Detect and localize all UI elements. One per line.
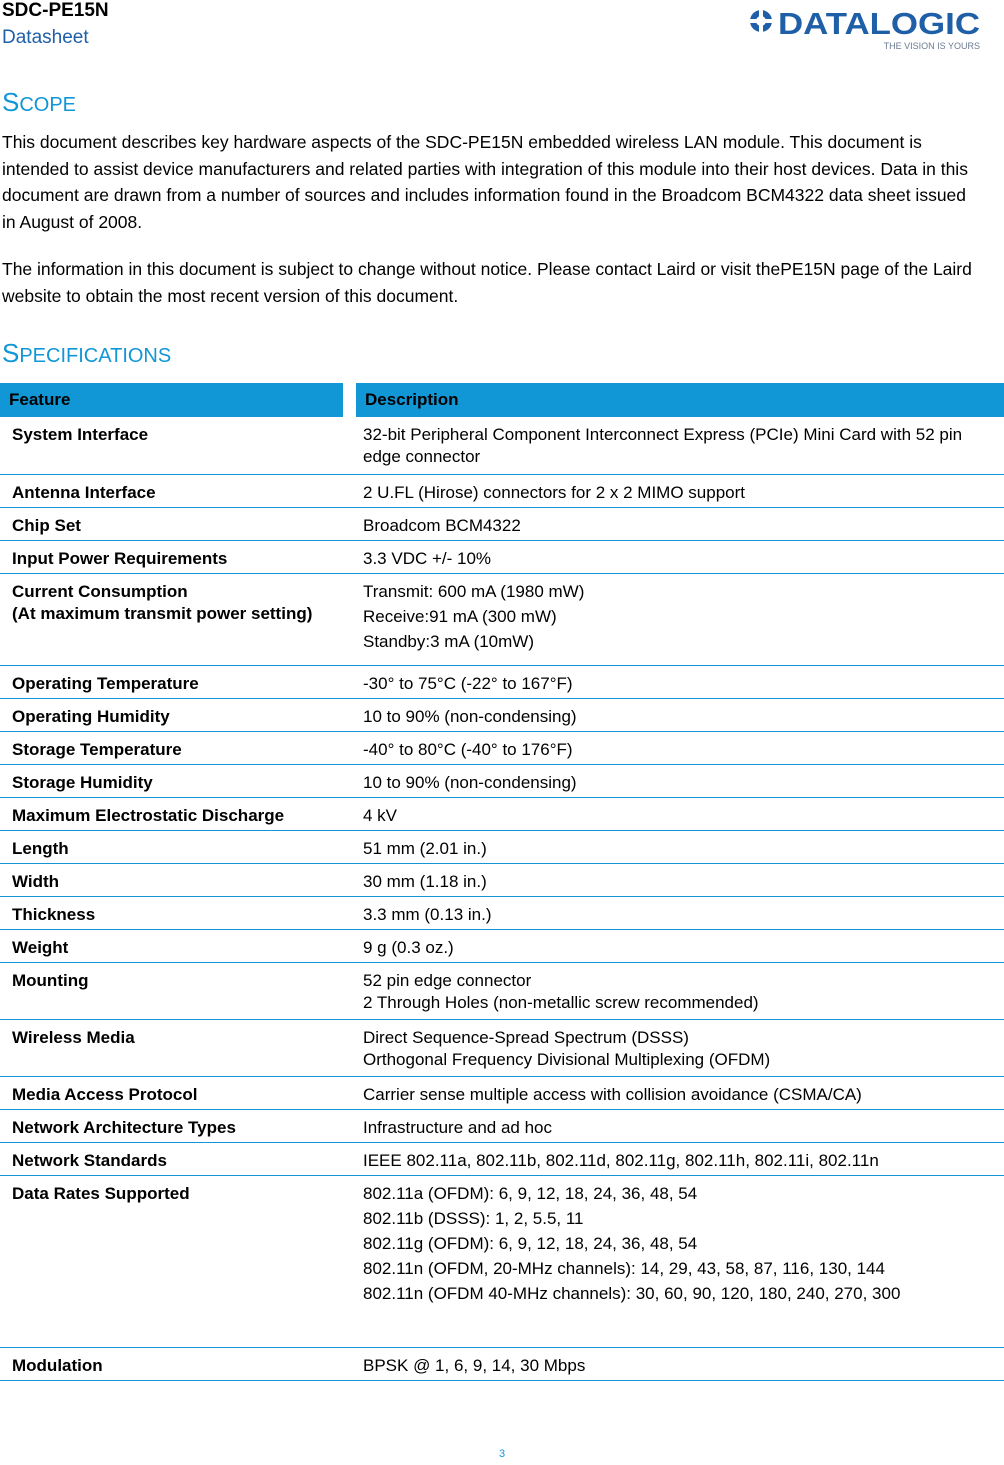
feature-cell: Network Architecture Types: [12, 1118, 236, 1137]
description-cell: [356, 897, 1004, 929]
header-feature: Feature: [0, 383, 343, 417]
description-cell: [356, 963, 1004, 1019]
description-line: Receive:91 mA (300 mW): [363, 607, 557, 626]
description-line: Orthogonal Frequency Divisional Multiplexing (OFDM): [363, 1050, 771, 1069]
specifications-heading: [2, 339, 171, 372]
description-line: 802.11g (OFDM): 6, 9, 12, 18, 24, 36, 48, 54: [363, 1234, 698, 1253]
feature-cell: Thickness: [12, 905, 96, 924]
datalogic-logo-mark: [750, 10, 772, 32]
description-line: 802.11n (OFDM 40-MHz channels): 30, 60, 90, 120, 180, 240, 270, 300: [363, 1284, 901, 1303]
description-line: 9 g (0.3 oz.): [363, 938, 454, 957]
scope-heading-rest: COPE: [19, 94, 77, 116]
description-line: 30 mm (1.18 in.): [363, 872, 487, 891]
description-cell: [356, 475, 1004, 507]
description-line: 10 to 90% (non-condensing): [363, 773, 577, 792]
description-line: Direct Sequence-Spread Spectrum (DSSS): [363, 1028, 689, 1047]
description-line: 802.11n (OFDM, 20-MHz channels): 14, 29, 43, 58, 87, 116, 130, 144: [363, 1259, 885, 1278]
table-row: [0, 1348, 1004, 1381]
feature-cell: Maximum Electrostatic Discharge: [12, 806, 285, 825]
description-cell: [356, 1020, 1004, 1076]
feature-cell: Width: [12, 872, 60, 891]
description-line: 802.11a (OFDM): 6, 9, 12, 18, 24, 36, 48, 54: [363, 1184, 698, 1203]
doc-title: SDC-PE15N: [2, 0, 109, 21]
table-row: [0, 1077, 1004, 1110]
table-row: [0, 732, 1004, 765]
feature-cell: Chip Set: [12, 516, 81, 535]
description-line: 51 mm (2.01 in.): [363, 839, 487, 858]
description-cell: [356, 666, 1004, 698]
description-cell: [356, 1176, 1004, 1347]
feature-cell: Operating Humidity: [12, 707, 170, 726]
description-line: IEEE 802.11a, 802.11b, 802.11d, 802.11g, 802.11h, 802.11i, 802.11n: [363, 1151, 879, 1170]
feature-cell: Storage Humidity: [12, 773, 153, 792]
feature-cell: Network Standards: [12, 1151, 167, 1170]
header-description: Description: [356, 383, 1004, 417]
description-line: 52 pin edge connector: [363, 971, 532, 990]
feature-cell: Data Rates Supported: [12, 1184, 190, 1203]
scope-paragraph-1: This document describes key hardware aspects of the SDC-PE15N embedded wireless LAN module. This document is intended to assist device manufacturers and related parties with integration of this module into their host devices. Data in this document are drawn from a number of sources and includes information found in the Broadcom BCM4322 data sheet issued in August of 2008.: [2, 132, 968, 232]
feature-cell: Weight: [12, 938, 69, 957]
logo-tagline: THE VISION IS YOURS: [883, 41, 980, 51]
description-line: Transmit: 600 mA (1980 mW): [363, 582, 585, 601]
description-cell: [356, 831, 1004, 863]
description-cell: [356, 508, 1004, 540]
description-line: Carrier sense multiple access with collision avoidance (CSMA/CA): [363, 1085, 862, 1104]
description-cell: [356, 798, 1004, 830]
table-row: [0, 1176, 1004, 1348]
feature-cell: Media Access Protocol: [12, 1085, 198, 1104]
table-row: [0, 1110, 1004, 1143]
description-cell: [356, 1110, 1004, 1142]
description-cell: [356, 732, 1004, 764]
table-row: [0, 963, 1004, 1020]
description-cell: [356, 417, 1004, 474]
description-cell: [356, 864, 1004, 896]
description-line: 2 U.FL (Hirose) connectors for 2 x 2 MIMO support: [363, 483, 745, 502]
description-line: 10 to 90% (non-condensing): [363, 707, 577, 726]
description-line: Standby:3 mA (10mW): [363, 632, 535, 651]
doc-subtitle: Datasheet: [2, 27, 89, 48]
description-cell: [356, 1077, 1004, 1109]
feature-cell: Length: [12, 839, 69, 858]
feature-cell: Input Power Requirements: [12, 549, 228, 568]
table-row: [0, 897, 1004, 930]
specifications-heading-rest: PECIFICATIONS: [19, 345, 172, 367]
description-line: -30° to 75°C (-22° to 167°F): [363, 674, 573, 693]
table-row: [0, 1020, 1004, 1077]
table-row: [0, 930, 1004, 963]
feature-cell: Wireless Media: [12, 1028, 135, 1047]
table-row: [0, 508, 1004, 541]
table-row: [0, 699, 1004, 732]
page-number: 3: [498, 1448, 506, 1460]
description-line: 3.3 mm (0.13 in.): [363, 905, 492, 924]
table-row: [0, 417, 1004, 475]
description-line: -40° to 80°C (-40° to 176°F): [363, 740, 573, 759]
table-row: [0, 798, 1004, 831]
table-row: [0, 765, 1004, 798]
feature-cell: Mounting: [12, 971, 89, 990]
table-header: [0, 383, 1004, 417]
description-line: 2 Through Holes (non-metallic screw recommended): [363, 993, 759, 1012]
description-cell: [356, 1143, 1004, 1175]
description-line: Infrastructure and ad hoc: [363, 1118, 553, 1137]
table-row: [0, 831, 1004, 864]
feature-cell: Storage Temperature: [12, 740, 182, 759]
feature-cell: Current Consumption (At maximum transmit power setting): [12, 582, 313, 623]
table-row: [0, 541, 1004, 574]
table-row: [0, 666, 1004, 699]
scope-paragraph-2: The information in this document is subject to change without notice. Please contact Laird or visit thePE15N page of the Laird website to obtain the most recent version of this document.: [2, 259, 972, 306]
description-cell: [356, 574, 1004, 665]
feature-cell: Operating Temperature: [12, 674, 199, 693]
feature-cell: System Interface: [12, 425, 149, 444]
scope-heading-initial: S: [2, 87, 20, 117]
description-line: 32-bit Peripheral Component Interconnect Express (PCIe) Mini Card with 52 pin edge connector: [363, 425, 963, 466]
table-row: [0, 475, 1004, 508]
description-line: 3.3 VDC +/- 10%: [363, 549, 492, 568]
scope-heading: [2, 88, 76, 121]
description-cell: [356, 1348, 1004, 1380]
description-line: Broadcom BCM4322: [363, 516, 521, 535]
header-gap: [343, 383, 356, 417]
description-cell: [356, 930, 1004, 962]
specifications-heading-initial: S: [2, 338, 20, 368]
description-line: 802.11b (DSSS): 1, 2, 5.5, 11: [363, 1209, 584, 1228]
datalogic-logo: [748, 4, 984, 54]
description-cell: [356, 541, 1004, 573]
description-line: 4 kV: [363, 806, 398, 825]
description-cell: [356, 699, 1004, 731]
table-row: [0, 574, 1004, 666]
table-body: [0, 417, 1004, 1381]
description-cell: [356, 765, 1004, 797]
table-row: [0, 1143, 1004, 1176]
table-row: [0, 864, 1004, 897]
specifications-table: [0, 383, 1004, 1381]
feature-cell: Modulation: [12, 1356, 103, 1375]
feature-cell: Antenna Interface: [12, 483, 156, 502]
description-line: BPSK @ 1, 6, 9, 14, 30 Mbps: [363, 1356, 586, 1375]
logo-wordmark: DATALOGIC: [778, 6, 980, 41]
